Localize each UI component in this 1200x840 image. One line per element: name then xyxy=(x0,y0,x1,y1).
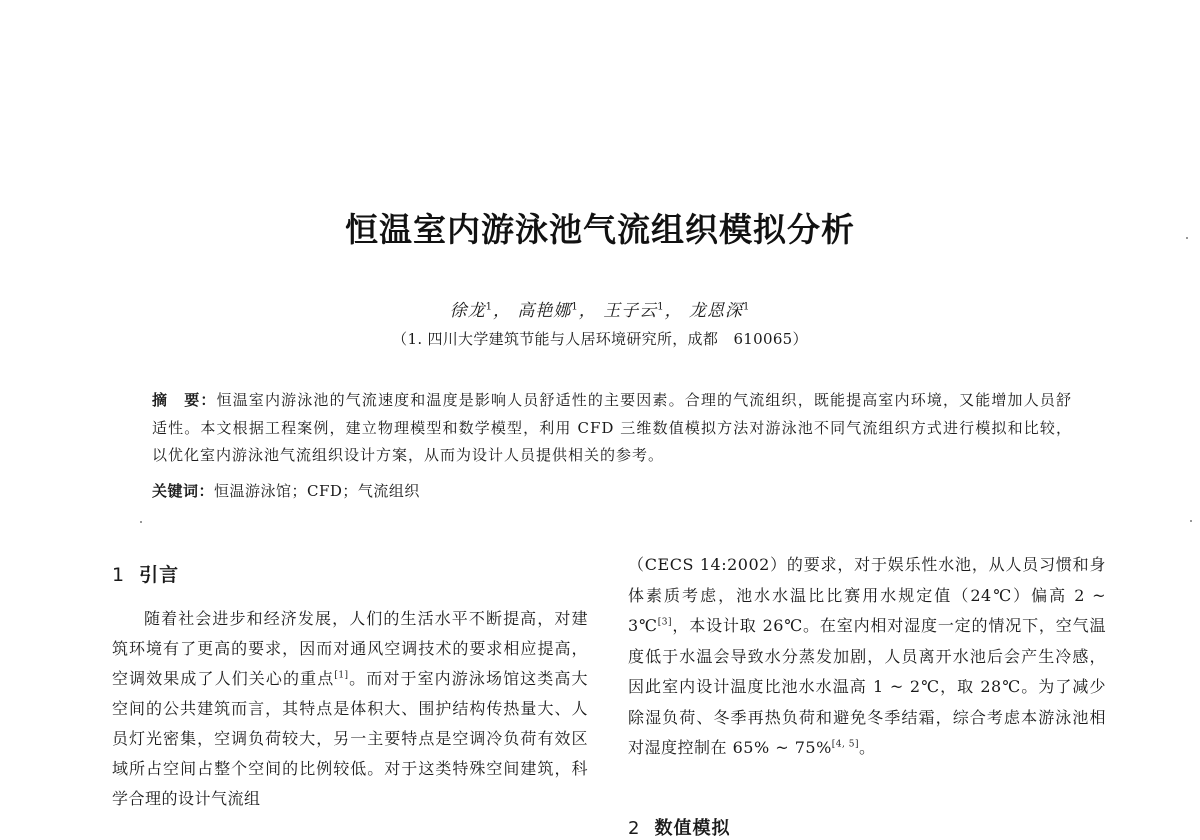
citation-mark: [3] xyxy=(657,617,673,628)
abstract xyxy=(152,387,1072,470)
keywords-text: 恒温游泳馆；CFD；气流组织 xyxy=(214,482,420,500)
citation-mark: [4, 5] xyxy=(831,739,859,750)
author-affiliation-mark: 1 xyxy=(742,301,751,313)
scan-speck xyxy=(1186,237,1188,239)
section-number: 2 xyxy=(628,818,641,839)
scan-speck xyxy=(140,521,142,523)
section-number: 1 xyxy=(112,564,126,586)
paper-title: 恒温室内游泳池气流组织模拟分析 xyxy=(345,210,855,249)
scan-speck xyxy=(1190,520,1192,522)
author-list xyxy=(0,296,1200,321)
right-column xyxy=(628,550,1106,764)
body-paragraph xyxy=(112,604,588,814)
paragraph-text: 。 xyxy=(859,738,876,757)
abstract-text: 恒温室内游泳池的气流速度和温度是影响人员舒适性的主要因素。合理的气流组织，既能提高室内环境，又能增加人员舒适性。本文根据工程案例，建立物理模型和数学模型，利用 CFD 三维数值模拟方法对游泳池不同气流组织方式进行模拟和比较，以优化室内游泳池气流组织设计方案，从而为设计人员提供相关的参考。 xyxy=(152,391,1072,464)
author-separator: ， xyxy=(578,301,597,321)
paragraph-text: ，本设计取 26℃。在室内相对湿度一定的情况下，空气温度低于水温会导致水分蒸发加剧，人员离开水池后会产生冷感，因此室内设计温度比池水水温高 1 ~ 2℃，取 28℃。为了减少除湿负荷、冬季再热负荷和避免冬季结霜，综合考虑本游泳池相对湿度控制在 65% ~ 75% xyxy=(628,616,1106,757)
affiliation: （1. 四川大学建筑节能与人居环境研究所，成都 610065） xyxy=(392,330,808,348)
author-name: 高艳娜 xyxy=(517,301,572,321)
section-title: 数值模拟 xyxy=(654,818,731,839)
section-2-heading xyxy=(628,814,730,840)
paragraph-text: （CECS 14:2002）的要求，对于娱乐性水池，从人员习惯和身体素质考虑，池水水温比比赛用水规定值（24℃）偏高 2 ~ 3℃ xyxy=(628,555,1106,635)
abstract-label: 摘 要： xyxy=(152,391,217,409)
keywords-label: 关键词： xyxy=(152,482,215,500)
author-affiliation-mark: 1 xyxy=(571,301,579,313)
author-name: 王子云 xyxy=(603,301,658,321)
author-name: 龙恩深 xyxy=(688,301,743,321)
section-title: 引言 xyxy=(139,564,180,586)
left-column xyxy=(112,604,588,814)
author-affiliation-mark: 1 xyxy=(485,301,494,313)
paragraph-text: 随着社会进步和经济发展，人们的生活水平不断提高，对建筑环境有了更高的要求，因而对通风空调技术的要求相应提高，空调效果成了人们关心的重点 xyxy=(112,609,588,688)
paragraph-text: 。而对于室内游泳场馆这类高大空间的公共建筑而言，其特点是体积大、围护结构传热量大、人员灯光密集，空调负荷较大，另一主要特点是空调冷负荷有效区域所占空间占整个空间的比例较低。对于这类特殊空间建筑，科学合理的设计气流组 xyxy=(112,669,588,808)
author-affiliation-mark: 1 xyxy=(657,301,665,313)
author-separator: ， xyxy=(664,301,683,321)
author-separator: ， xyxy=(493,301,512,321)
author-name: 徐龙 xyxy=(449,301,486,321)
citation-mark: [1] xyxy=(334,670,349,681)
section-1-heading xyxy=(112,560,179,587)
keywords xyxy=(152,480,1072,501)
body-paragraph xyxy=(628,550,1106,764)
